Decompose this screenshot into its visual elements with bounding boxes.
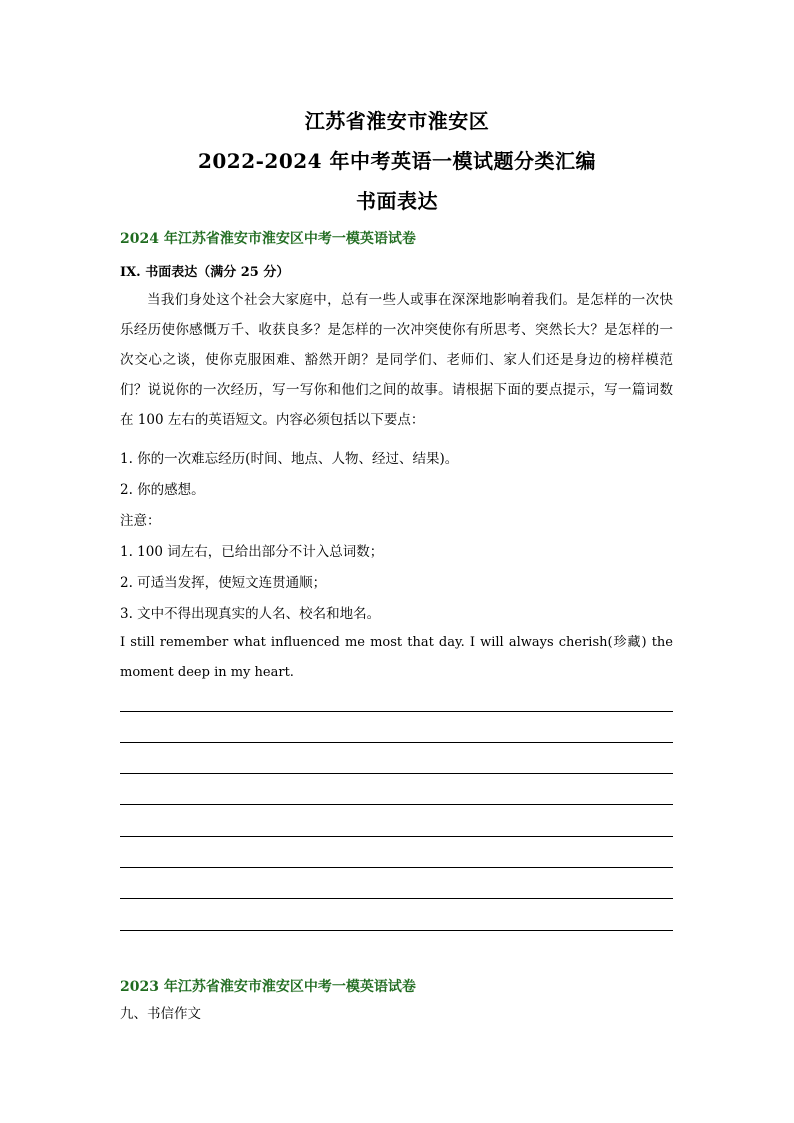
writing-line xyxy=(120,804,673,805)
point-item: 1. 你的一次难忘经历(时间、地点、人物、经过、结果)。 xyxy=(120,451,459,467)
given-text: I still remember what influenced me most that day. I will always cherish(珍藏) the moment deep in my heart. xyxy=(120,635,673,680)
prompt-paragraph: 当我们身处这个社会大家庭中，总有一些人或事在深深地影响着我们。是怎样的一次快乐经历使你感慨万千、收获良多？是怎样的一次冲突使你有所思考、突然长大？是怎样的一次交心之谈，使你克服困难、豁然开朗？是同学们、老师们、家人们还是身边的榜样模范们？说说你的一次经历，写一写你和他们之间的故事。请根据下面的要点提示，写一篇词数在 100 左右的英语短文。内容必须包括以下要点： xyxy=(120,292,673,428)
note-item: 3. 文中不得出现真实的人名、校名和地名。 xyxy=(120,606,381,622)
writing-line xyxy=(120,930,673,931)
note-item: 1. 100 词左右，已给出部分不计入总词数； xyxy=(120,544,384,560)
question-label-2024: IX. 书面表达（满分 25 分） xyxy=(120,265,290,280)
writing-line xyxy=(120,867,673,868)
question-label-2023: 九、书信作文 xyxy=(120,1006,201,1022)
writing-line xyxy=(120,898,673,899)
document-title-line1: 江苏省淮安市淮安区 xyxy=(304,109,490,133)
point-item: 2. 你的感想。 xyxy=(120,482,205,498)
writing-line xyxy=(120,711,673,712)
note-item: 2. 可适当发挥，使短文连贯通顺； xyxy=(120,575,327,591)
writing-line xyxy=(120,773,673,774)
section-2024-heading: 2024 年江苏省淮安市淮安区中考一模英语试卷 xyxy=(120,231,416,247)
notes-label: 注意： xyxy=(120,513,161,529)
document-title-line3: 书面表达 xyxy=(356,189,438,213)
writing-line xyxy=(120,836,673,837)
writing-line xyxy=(120,742,673,743)
section-2023-heading: 2023 年江苏省淮安市淮安区中考一模英语试卷 xyxy=(120,979,416,995)
document-title-line2: 2022-2024 年中考英语一模试题分类汇编 xyxy=(197,149,597,173)
